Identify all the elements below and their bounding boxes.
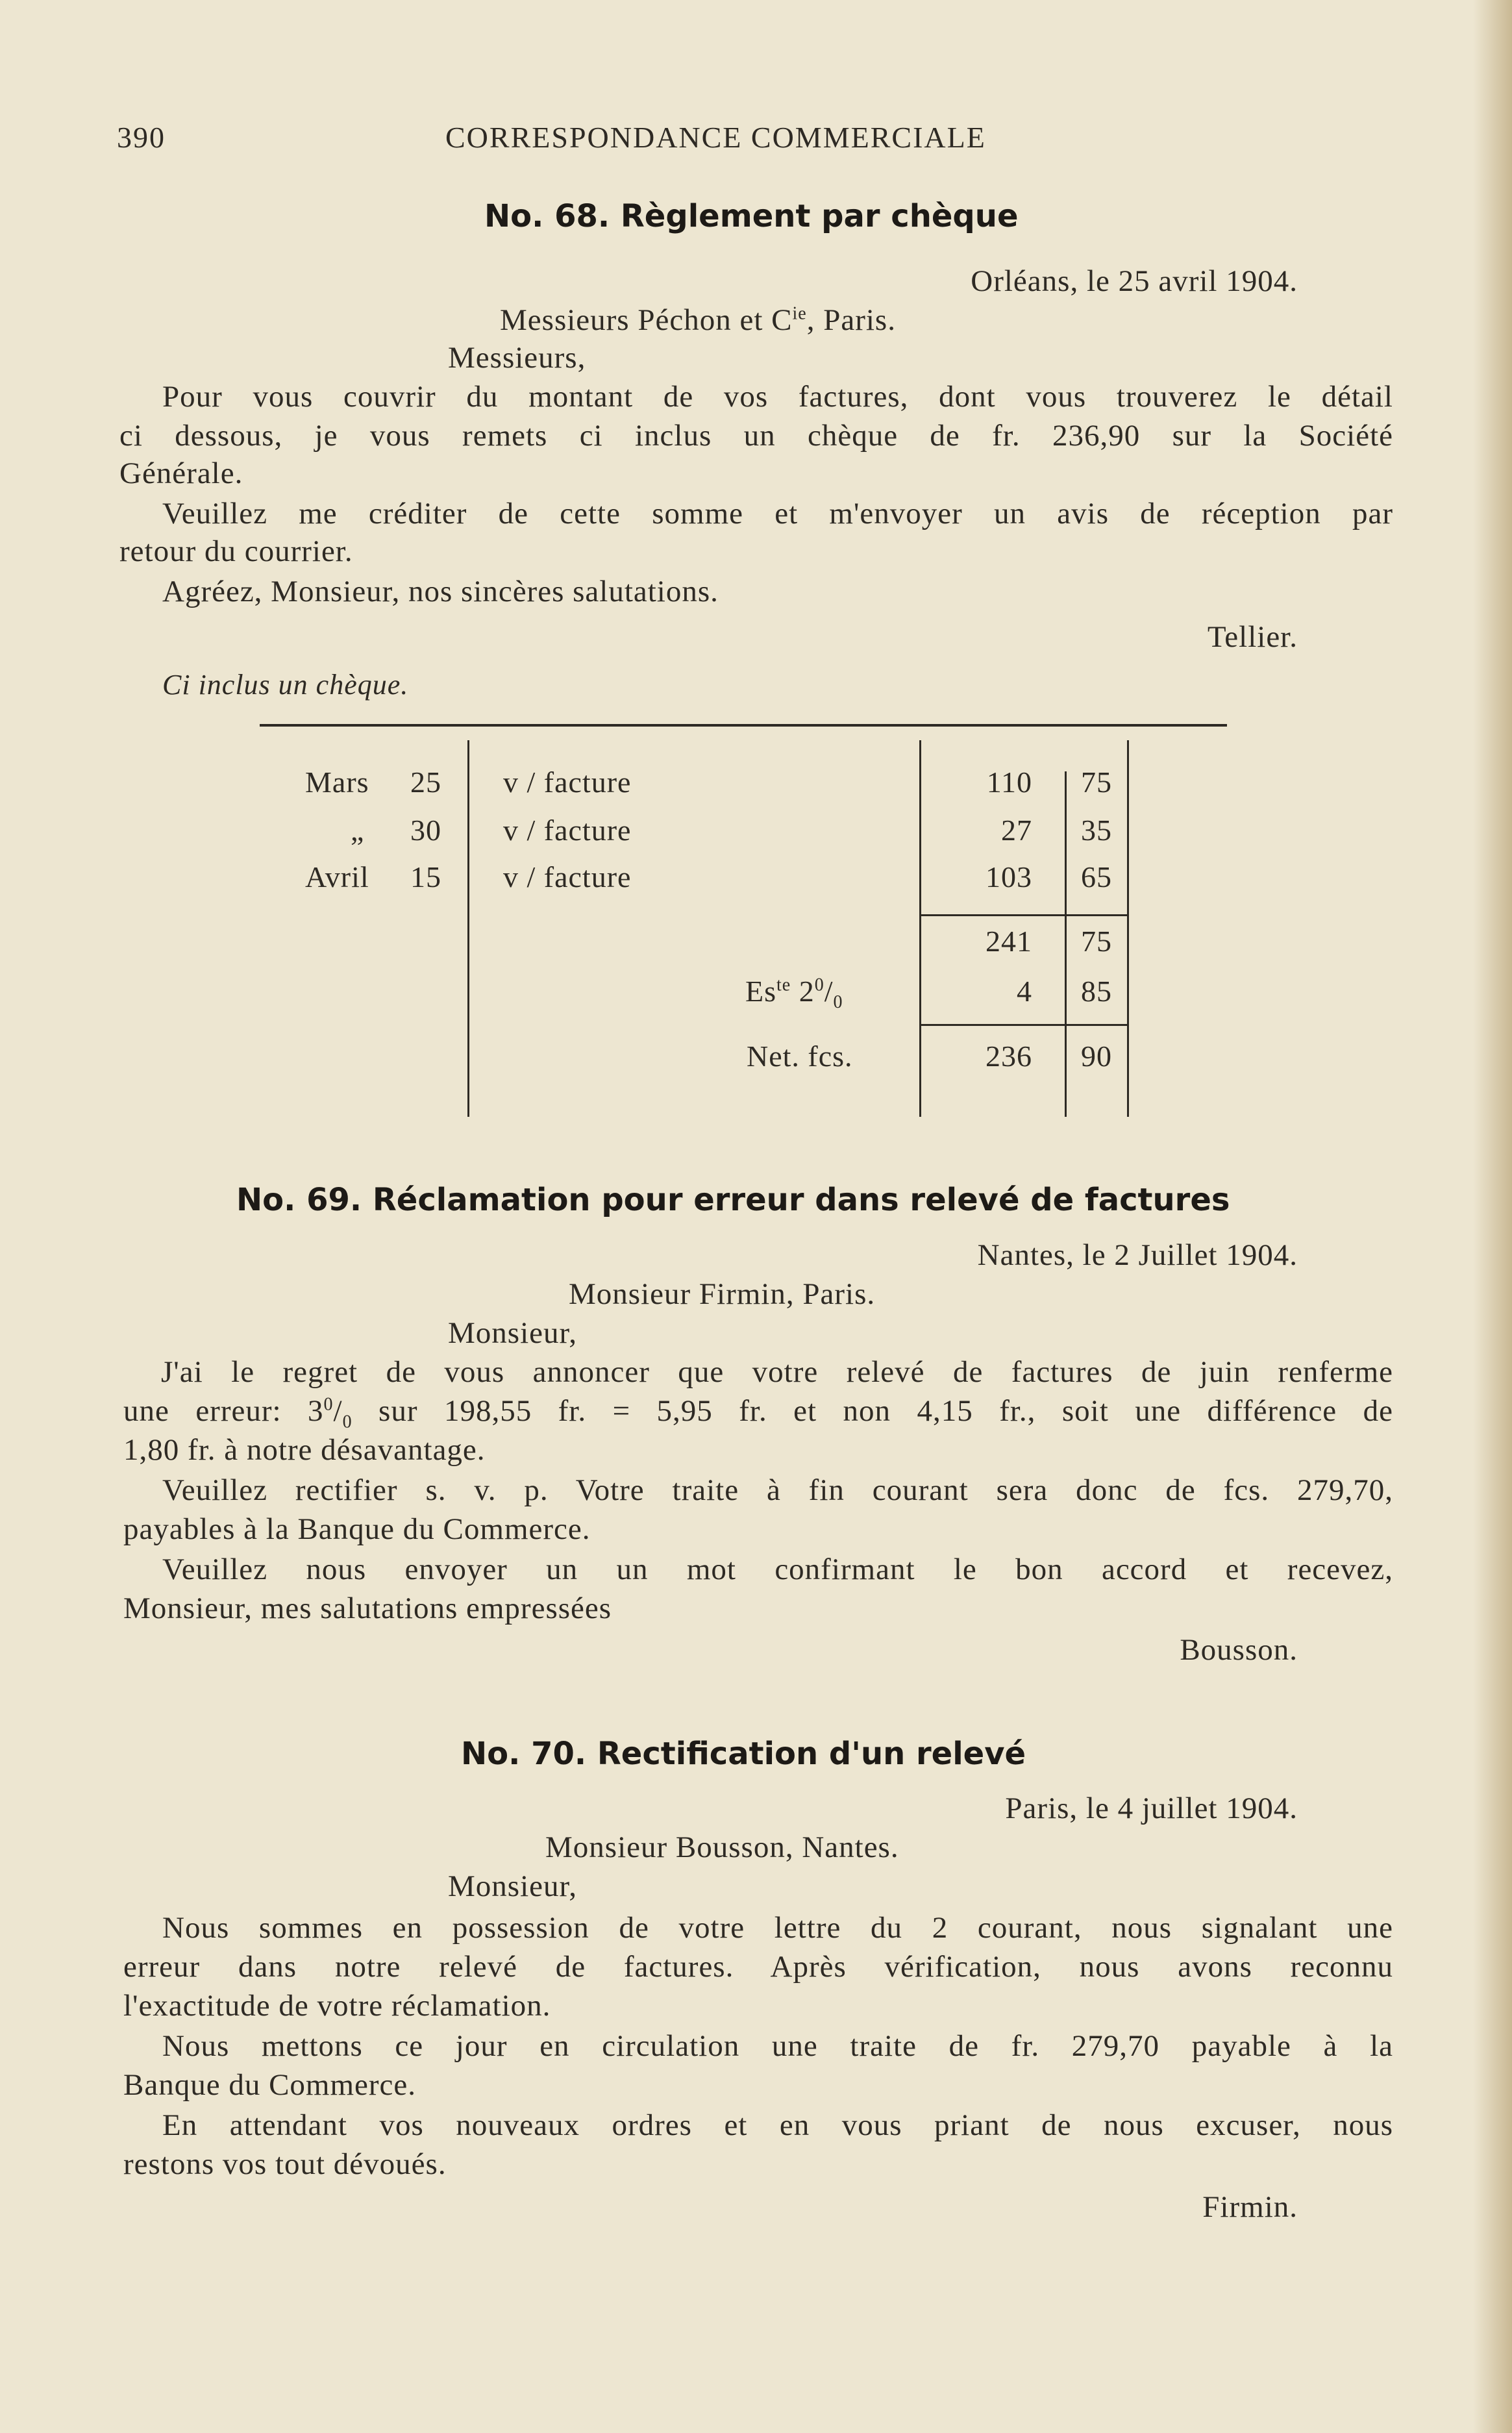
table-cell-cents: 35 xyxy=(1081,814,1112,847)
addressee-68: Messieurs Péchon et $C^{ie}$, Paris. xyxy=(500,303,896,337)
table-col-rule xyxy=(1127,740,1129,1117)
table-top-rule xyxy=(260,724,1227,727)
letter-69-line: une erreur: $3^0/_0$ sur 198,55 fr. = 5,95 fr. et non 4,15 fr., soit une différence de xyxy=(123,1394,1393,1432)
table-net-cents: 90 xyxy=(1081,1040,1112,1073)
table-discount-amount: 4 xyxy=(1017,975,1032,1008)
letter-69-line: Monsieur, mes salutations empressées xyxy=(123,1591,612,1625)
table-net-label: Net. fcs. xyxy=(747,1040,853,1073)
table-cell-day: 25 xyxy=(410,766,441,799)
addressee-70: Monsieur Bousson, Nantes. xyxy=(545,1830,899,1864)
page-edge xyxy=(1473,0,1512,2433)
table-net-amount: 236 xyxy=(985,1040,1032,1073)
table-discount-label: $Es^{te}$ $2^0/_0$ xyxy=(745,975,843,1013)
page-number: 390 xyxy=(117,121,166,154)
addressee-69: Monsieur Firmin, Paris. xyxy=(569,1277,876,1311)
dateline-70: Paris, le 4 juillet 1904. xyxy=(1005,1791,1298,1825)
table-col-rule xyxy=(1065,771,1067,1117)
table-subtotal-amount: 241 xyxy=(985,925,1032,958)
signature-70: Firmin. xyxy=(1202,2190,1298,2224)
signature-68: Tellier. xyxy=(1207,620,1298,654)
letter-70-line: Nous mettons ce jour en circulation une traite de fr. 279,70 payable à la xyxy=(162,2029,1393,2063)
table-cell-amount: 110 xyxy=(986,766,1032,799)
letter-68-line: ci dessous, je vous remets ci inclus un chèque de fr. 236,90 sur la Société xyxy=(119,419,1393,453)
table-cell-month: Mars xyxy=(305,766,369,799)
table-cell-label: v / facture xyxy=(503,814,632,847)
letter-68-line: Pour vous couvrir du montant de vos factures, dont vous trouverez le détail xyxy=(162,380,1393,414)
letter-69-line: J'ai le regret de vous annoncer que votre relevé de factures de juin renferme xyxy=(161,1355,1393,1389)
signature-69: Bousson. xyxy=(1180,1633,1298,1667)
letter-69-line: Veuillez nous envoyer un un mot confirmant le bon accord et recevez, xyxy=(162,1553,1393,1586)
table-cell-cents: 65 xyxy=(1081,860,1112,893)
table-cell-month: „ xyxy=(351,814,365,847)
letter-68-line: retour du courrier. xyxy=(119,534,353,568)
table-cell-day: 15 xyxy=(410,860,441,893)
table-col-rule xyxy=(919,740,921,1117)
letter-70-line: Nous sommes en possession de votre lettre du 2 courant, nous signalant une xyxy=(162,1911,1393,1945)
letter-68-line: Générale. xyxy=(119,456,243,490)
letter-70-line: restons vos tout dévoués. xyxy=(123,2147,447,2181)
running-title: CORRESPONDANCE COMMERCIALE xyxy=(445,121,986,154)
heading-letter-70: No. 70. Rectification d'un relevé xyxy=(461,1736,1026,1772)
dateline-69: Nantes, le 2 Juillet 1904. xyxy=(977,1238,1298,1272)
table-cell-month: Avril xyxy=(305,860,369,893)
heading-letter-69: No. 69. Réclamation pour erreur dans relevé de factures xyxy=(236,1182,1230,1218)
table-cell-label: v / facture xyxy=(503,860,632,893)
letter-70-line: l'exactitude de votre réclamation. xyxy=(123,1989,551,2023)
table-cell-label: v / facture xyxy=(503,766,632,799)
table-cell-cents: 75 xyxy=(1081,766,1112,799)
table-sum-rule xyxy=(921,1024,1127,1026)
salutation-69: Monsieur, xyxy=(448,1316,578,1350)
letter-69-line: payables à la Banque du Commerce. xyxy=(123,1512,591,1546)
letter-70-line: Banque du Commerce. xyxy=(123,2068,417,2102)
dateline-68: Orléans, le 25 avril 1904. xyxy=(971,264,1298,298)
closing-68: Agréez, Monsieur, nos sincères salutations. xyxy=(162,575,719,608)
letter-69-line: Veuillez rectifier s. v. p. Votre traite à fin courant sera donc de fcs. 279,70, xyxy=(162,1473,1393,1507)
enclosure-note: Ci inclus un chèque. xyxy=(162,669,409,701)
salutation-70: Monsieur, xyxy=(448,1869,578,1903)
table-sum-rule xyxy=(921,914,1127,916)
letter-70-line: erreur dans notre relevé de factures. Après vérification, nous avons reconnu xyxy=(123,1950,1393,1984)
heading-letter-68: No. 68. Règlement par chèque xyxy=(484,198,1019,234)
table-cell-day: 30 xyxy=(410,814,441,847)
salutation-68: Messieurs, xyxy=(448,341,586,375)
table-col-rule xyxy=(467,740,469,1117)
letter-68-line: Veuillez me créditer de cette somme et m'envoyer un avis de réception par xyxy=(162,497,1393,530)
table-cell-amount: 103 xyxy=(985,860,1032,893)
letter-69-line: 1,80 fr. à notre désavantage. xyxy=(123,1433,486,1467)
letter-70-line: En attendant vos nouveaux ordres et en vous priant de nous excuser, nous xyxy=(162,2108,1393,2142)
table-cell-amount: 27 xyxy=(1001,814,1032,847)
table-discount-cents: 85 xyxy=(1081,975,1112,1008)
table-subtotal-cents: 75 xyxy=(1081,925,1112,958)
